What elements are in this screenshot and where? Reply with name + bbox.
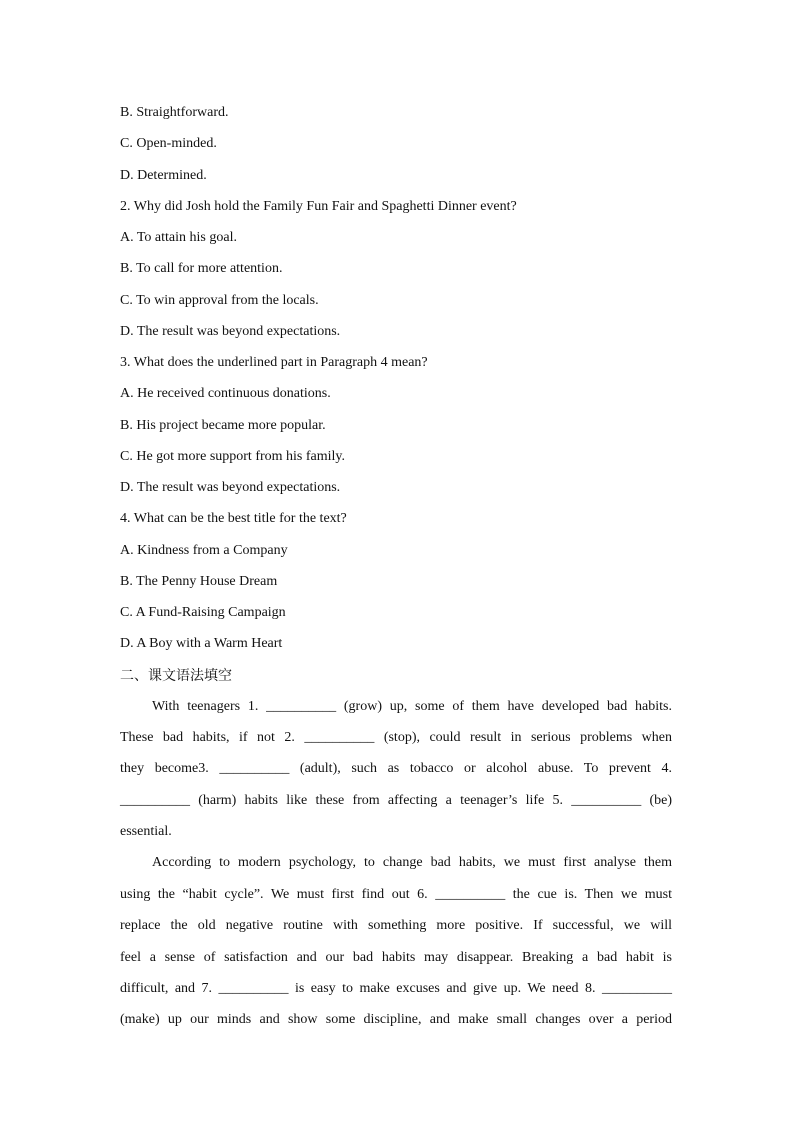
option-3c: C. He got more support from his family. bbox=[120, 448, 346, 464]
question-3 bbox=[120, 350, 672, 506]
passage-line: feel a sense of satisfaction and our bad habits may disappear. Breaking a bad habit is bbox=[120, 949, 672, 965]
passage-line: These bad habits, if not 2. __________ (stop), could result in serious problems when bbox=[120, 730, 672, 746]
passage-line: difficult, and 7. __________ is easy to make excuses and give up. We need 8. __________ bbox=[120, 980, 672, 996]
option-4d: D. A Boy with a Warm Heart bbox=[120, 636, 283, 652]
passage-paragraph-1 bbox=[120, 694, 672, 851]
question-stem: 2. Why did Josh hold the Family Fun Fair and Spaghetti Dinner event? bbox=[120, 198, 517, 214]
option-3a: A. He received continuous donations. bbox=[120, 386, 331, 402]
passage-line: (make) up our minds and show some discipline, and make small changes over a period bbox=[120, 1012, 672, 1028]
passage-line: __________ (harm) habits like these from affecting a teenager’s life 5. __________ (be) bbox=[120, 792, 672, 808]
question-stem: 3. What does the underlined part in Paragraph 4 mean? bbox=[120, 355, 428, 370]
passage-line: With teenagers 1. __________ (grow) up, some of them have developed bad habits. bbox=[152, 698, 672, 714]
passage-line: using the “habit cycle”. We must first find out 6. __________ the cue is. Then we must bbox=[120, 886, 672, 902]
option-1d: D. Determined. bbox=[120, 167, 207, 183]
page-content bbox=[120, 100, 672, 1039]
option-4c: C. A Fund-Raising Campaign bbox=[120, 605, 286, 620]
option-1c: C. Open-minded. bbox=[120, 136, 217, 152]
question-stem: 4. What can be the best title for the text? bbox=[120, 511, 347, 527]
option-2b: B. To call for more attention. bbox=[120, 261, 283, 277]
option-3b: B. His project became more popular. bbox=[120, 417, 326, 433]
option-3d: D. The result was beyond expectations. bbox=[120, 480, 341, 495]
passage-paragraph-2 bbox=[120, 850, 672, 1038]
question-2 bbox=[120, 194, 672, 350]
section-title: 二、课文语法填空 bbox=[120, 667, 232, 684]
question-1-options bbox=[120, 100, 672, 194]
option-2a: A. To attain his goal. bbox=[120, 230, 237, 245]
option-1b: B. Straightforward. bbox=[120, 105, 229, 120]
passage-line: essential. bbox=[120, 824, 172, 840]
passage-line: they become3. __________ (adult), such as tobacco or alcohol abuse. To prevent 4. bbox=[120, 761, 672, 777]
option-4a: A. Kindness from a Company bbox=[120, 542, 288, 558]
option-2c: C. To win approval from the locals. bbox=[120, 292, 319, 308]
option-2d: D. The result was beyond expectations. bbox=[120, 323, 341, 339]
option-4b: B. The Penny House Dream bbox=[120, 573, 278, 589]
passage-line: replace the old negative routine with something more positive. If successful, we will bbox=[120, 918, 672, 934]
question-4 bbox=[120, 506, 672, 662]
passage-line: According to modern psychology, to change bad habits, we must first analyse them bbox=[152, 855, 672, 871]
